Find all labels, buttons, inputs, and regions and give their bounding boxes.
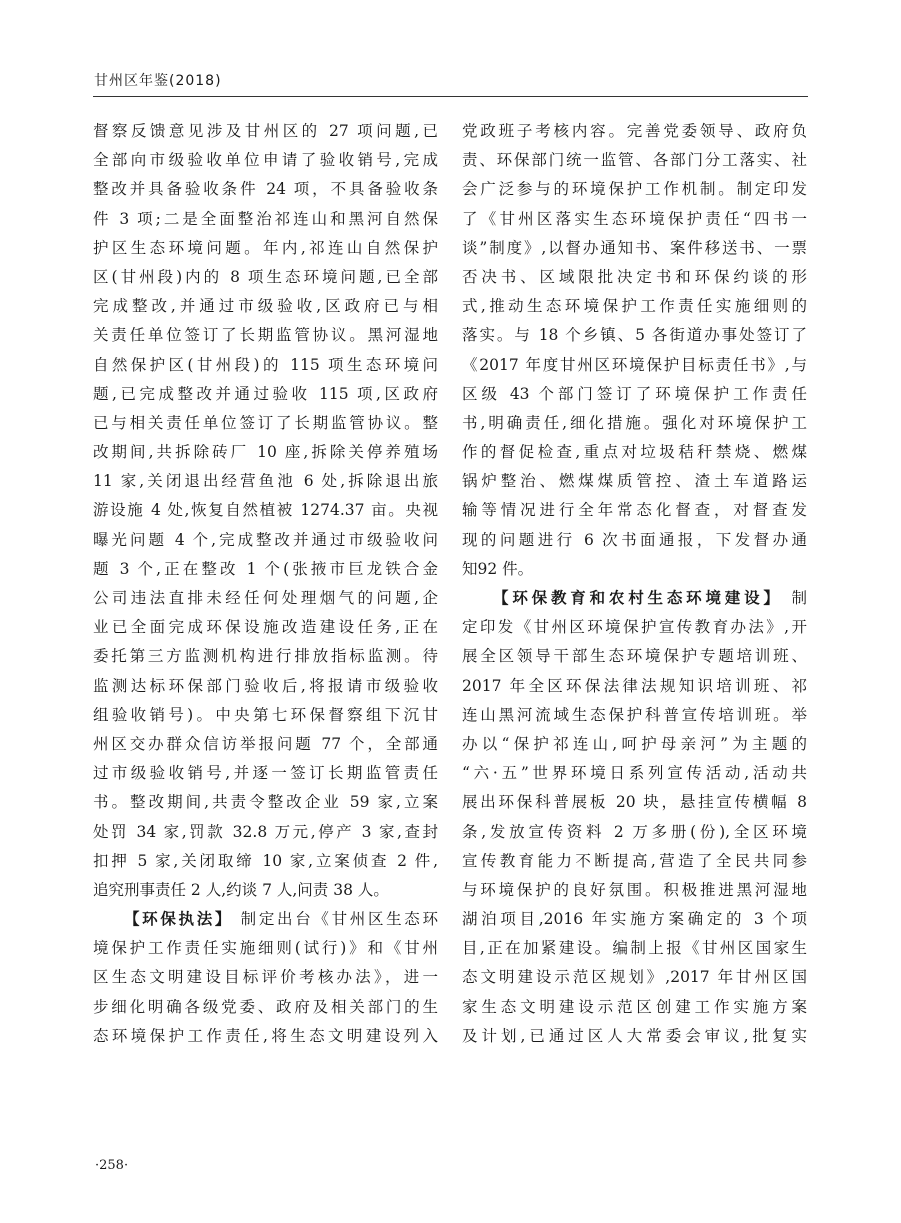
- body-line: 现的问题进行 6 次书面通报，下发督办通: [462, 530, 807, 549]
- body-line: 追究刑事责任 2 人,约谈 7 人,问责 38 人。: [93, 880, 389, 899]
- section-education-lead: 制: [782, 589, 807, 607]
- body-line: 州区交办群众信访举报问题 77 个，全部通: [93, 734, 438, 753]
- body-line: 完成整改,并通过市级验收,区政府已与相: [93, 297, 438, 316]
- body-line: 督察反馈意见涉及甘州区的 27 项问题,已: [93, 122, 438, 140]
- section-enforcement-first-line: [93, 905, 438, 934]
- body-line: 区生态文明建设目标评价考核办法》，进一: [93, 968, 438, 987]
- body-line: 会广泛参与的环境保护工作机制。制定印发: [462, 180, 807, 199]
- right-column: [462, 117, 807, 1051]
- body-line: 态环境保护工作责任,将生态文明建设列入: [93, 1026, 438, 1045]
- body-line: 连山黑河流域生态保护科普宣传培训班。举: [462, 705, 807, 724]
- body-line: 书,明确责任,细化措施。强化对环境保护工: [462, 413, 807, 432]
- body-line: 自然保护区(甘州段)的 115 项生态环境问: [93, 355, 438, 374]
- body-line: 处罚 34 家,罚款 32.8 万元,停产 3 家,查封: [93, 822, 438, 841]
- body-line: 题,已完成整改并通过验收 115 项,区政府: [93, 384, 438, 403]
- body-line: 湖泊项目,2016 年实施方案确定的 3 个项: [462, 910, 807, 929]
- body-line: 过市级验收销号,并逐一签订长期监管责任: [93, 764, 438, 783]
- body-line: 书。整改期间,共责令整改企业 59 家,立案: [93, 793, 438, 812]
- body-line: 监测达标环保部门验收后,将报请市级验收: [93, 676, 438, 695]
- body-line: 定印发《甘州区环境保护宣传教育办法》,开: [462, 618, 807, 637]
- body-line: 护区生态环境问题。年内,祁连山自然保护: [93, 238, 438, 257]
- body-line: 改期间,共拆除砖厂 10 座,拆除关停养殖场: [93, 443, 438, 462]
- body-line: 及计划,已通过区人大常委会审议,批复实: [462, 1026, 807, 1045]
- body-line: 件 3 项;二是全面整治祁连山和黑河自然保: [93, 209, 438, 228]
- body-line: 办以“保护祁连山,呵护母亲河”为主题的: [462, 734, 807, 753]
- body-line: 组验收销号)。中央第七环保督察组下沉甘: [93, 705, 438, 724]
- body-line: 式,推动生态环境保护工作责任实施细则的: [462, 297, 807, 316]
- body-line: 全部向市级验收单位申请了验收销号,完成: [93, 151, 438, 170]
- body-line: 输等情况进行全年常态化督查，对督查发: [462, 501, 807, 520]
- body-line: 境保护工作责任实施细则(试行)》和《甘州: [93, 939, 438, 958]
- body-line: 题 3 个,正在整改 1 个(张掖市巨龙铁合金: [93, 559, 438, 578]
- body-line: 宣传教育能力不断提高,营造了全民共同参: [462, 851, 807, 870]
- body-line: 整改并具备验收条件 24 项，不具备验收条: [93, 180, 438, 199]
- section-enforcement-lead: 制定出台《甘州区生态环: [233, 910, 438, 929]
- body-line: 业已全面完成环保设施改造建设任务,正在: [93, 618, 438, 637]
- body-line: 条,发放宣传资料 2 万多册(份),全区环境: [462, 822, 807, 841]
- body-line: 步细化明确各级党委、政府及相关部门的生: [93, 997, 438, 1016]
- body-line: 扣押 5 家,关闭取缔 10 家,立案侦查 2 件,: [93, 851, 438, 870]
- body-line: 展全区领导干部生态环境保护专题培训班、: [462, 647, 807, 666]
- body-line: 落实。与 18 个乡镇、5 各街道办事处签订了: [462, 326, 807, 345]
- left-column: [93, 117, 438, 1051]
- body-line: 2017 年全区环保法律法规知识培训班、祁: [462, 676, 807, 695]
- body-line: “六·五”世界环境日系列宣传活动,活动共: [462, 764, 807, 783]
- body-line: 责、环保部门统一监管、各部门分工落实、社: [462, 151, 807, 170]
- body-line: 知92 件。: [462, 559, 534, 578]
- body-line: 态文明建设示范区规划》,2017 年甘州区国: [462, 968, 807, 987]
- body-line: 否决书、区域限批决定书和环保约谈的形: [462, 267, 807, 286]
- page-number: ·258·: [95, 1158, 129, 1173]
- header-rule: [93, 96, 808, 97]
- body-line: 游设施 4 处,恢复自然植被 1274.37 亩。央视: [93, 501, 438, 520]
- body-line: 区(甘州段)内的 8 项生态环境问题,已全部: [93, 267, 438, 286]
- body-line: 委托第三方监测机构进行排放指标监测。待: [93, 647, 438, 666]
- body-line: 公司违法直排未经任何处理烟气的问题,企: [93, 589, 438, 607]
- running-title: 甘州区年鉴(2018): [94, 73, 222, 89]
- body-line: 作的督促检查,重点对垃圾秸秆禁烧、燃煤: [462, 443, 807, 462]
- body-line: 已与相关责任单位签订了长期监管协议。整: [93, 413, 438, 432]
- body-line: 关责任单位签订了长期监管协议。黑河湿地: [93, 326, 438, 345]
- body-line: 展出环保科普展板 20 块，悬挂宣传横幅 8: [462, 793, 807, 812]
- body-line: 谈”制度》,以督办通知书、案件移送书、一票: [462, 238, 807, 257]
- body-line: 11 家,关闭退出经营鱼池 6 处,拆除退出旅: [93, 472, 438, 491]
- body-line: 与环境保护的良好氛围。积极推进黑河湿地: [462, 880, 807, 899]
- body-line: 家生态文明建设示范区创建工作实施方案: [462, 997, 807, 1016]
- body-line: 了《甘州区落实生态环境保护责任“四书一: [462, 209, 807, 228]
- body-line: 曝光问题 4 个,完成整改并通过市级验收问: [93, 530, 438, 549]
- body-line: 锅炉整治、燃煤煤质管控、渣土车道路运: [462, 472, 807, 491]
- section-education-first-line: [462, 584, 807, 613]
- body-line: 《2017 年度甘州区环境保护目标责任书》,与: [462, 355, 807, 374]
- section-heading-education: 【环保教育和农村生态环境建设】: [493, 589, 783, 607]
- body-line: 目,正在加紧建设。编制上报《甘州区国家生: [462, 939, 807, 958]
- body-line: 党政班子考核内容。完善党委领导、政府负: [462, 122, 807, 140]
- body-line: 区级 43 个部门签订了环境保护工作责任: [462, 384, 807, 403]
- section-heading-enforcement: 【环保执法】: [124, 910, 234, 929]
